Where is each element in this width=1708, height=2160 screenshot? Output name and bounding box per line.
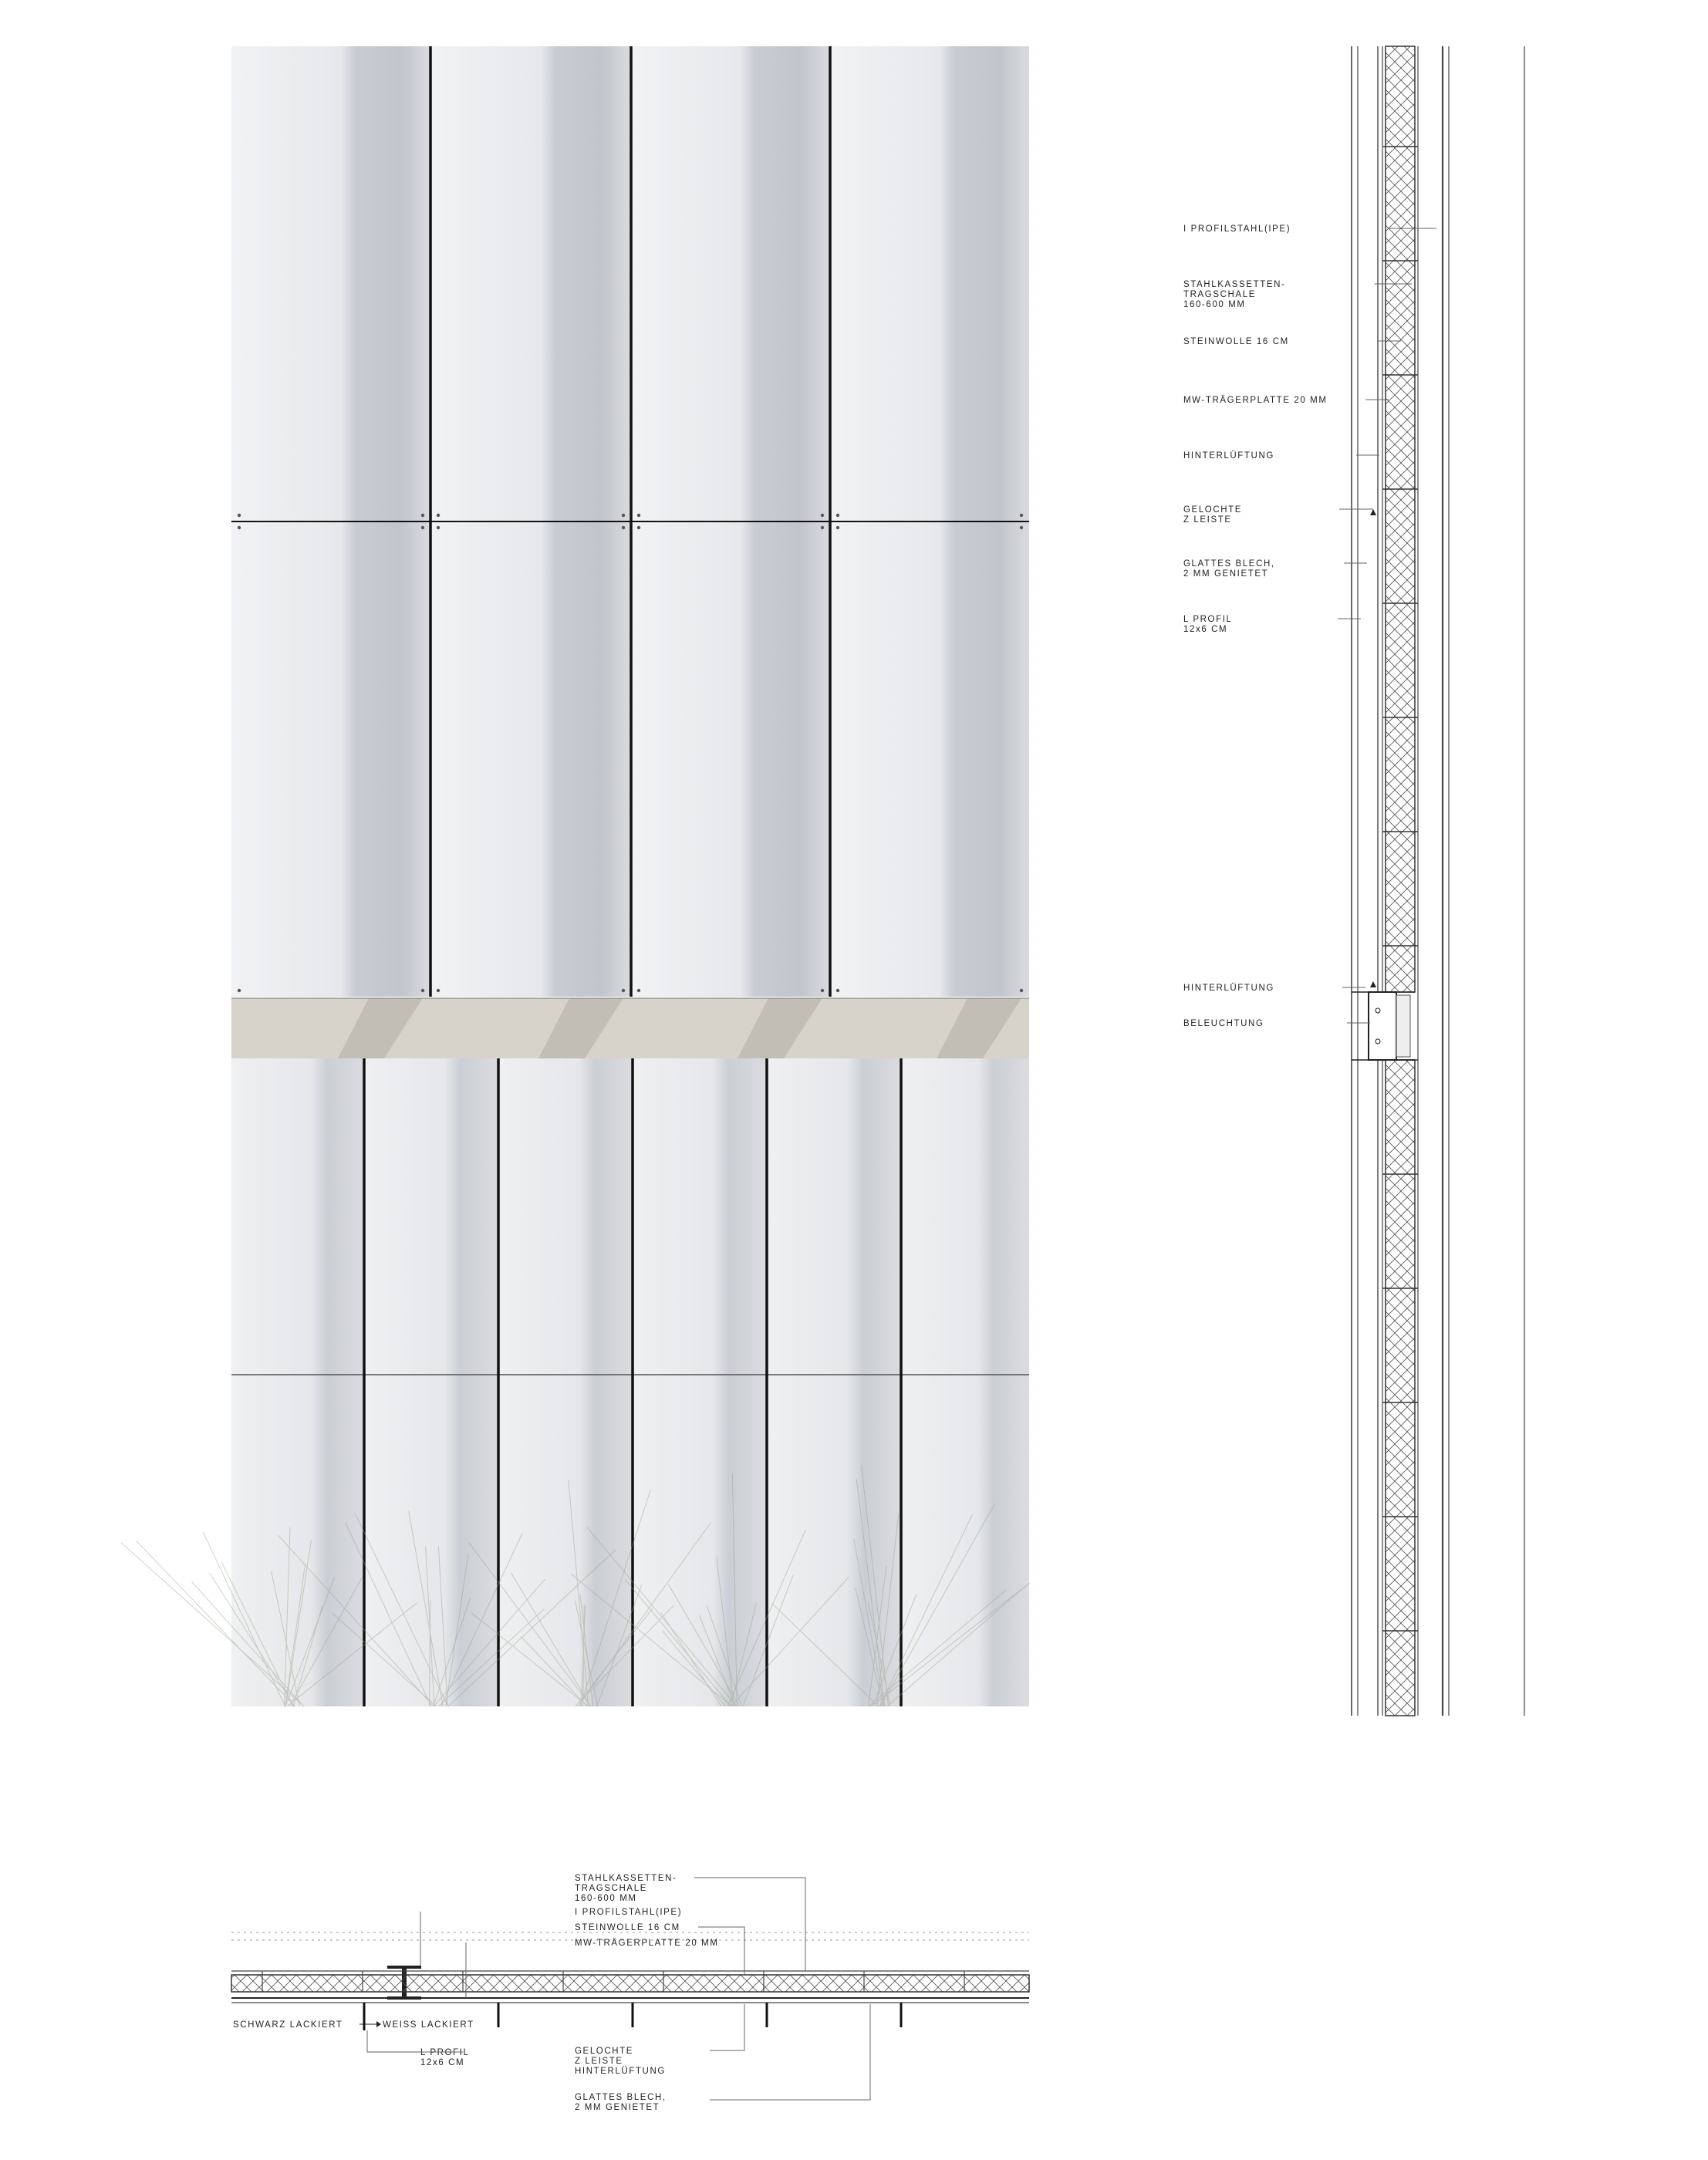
rivet <box>238 526 241 529</box>
horizontal-section-label <box>575 1874 677 1903</box>
arrow-mark <box>1370 509 1376 515</box>
rivet <box>637 526 640 529</box>
horizontal-section-label <box>575 2093 667 2112</box>
lower-panel-column <box>364 1058 498 1706</box>
rivet <box>637 514 640 517</box>
light-fixture <box>1396 995 1410 1057</box>
label-line: STEINWOLLE 16 CM <box>575 1923 680 1932</box>
rivet <box>821 989 824 992</box>
rivet <box>821 526 824 529</box>
label-line: BELEUCHTUNG <box>1183 1019 1264 1028</box>
lower-panel-column <box>633 1058 767 1706</box>
light-housing <box>1369 992 1396 1060</box>
label-line: GLATTES BLECH, <box>575 2093 667 2102</box>
rivet <box>821 514 824 517</box>
rivet <box>238 514 241 517</box>
insulation-upper <box>1386 46 1415 992</box>
label-line: STAHLKASSETTEN- <box>575 1874 677 1883</box>
label-line: L PROFIL <box>1183 615 1233 624</box>
rivet <box>421 989 424 992</box>
rivet <box>437 526 440 529</box>
horizontal-section-label <box>575 1939 719 1948</box>
label-line: 160-600 MM <box>575 1894 637 1903</box>
paint-arrowhead <box>376 2021 381 2027</box>
label-line: 2 MM GENIETET <box>1183 569 1269 579</box>
vertical-section-label <box>1183 615 1233 634</box>
vertical-section-label <box>1183 984 1274 993</box>
rivet <box>622 989 625 992</box>
vertical-section-label <box>1183 1019 1264 1028</box>
lower-panel-column <box>901 1058 1029 1706</box>
rivet <box>836 989 839 992</box>
label-line: Z LEISTE <box>575 2057 623 2066</box>
label-line: MW-TRÄGERPLATTE 20 MM <box>575 1939 719 1948</box>
rivet <box>1020 989 1023 992</box>
rivet <box>836 526 839 529</box>
label-line: STAHLKASSETTEN- <box>1183 280 1286 289</box>
vertical-section-label <box>1183 224 1291 234</box>
label-line: HINTERLÜFTUNG <box>1183 451 1274 461</box>
label-line: I PROFILSTAHL(IPE) <box>1183 224 1291 234</box>
label-line: HINTERLÜFTUNG <box>575 2067 666 2076</box>
ibeam-flange <box>387 1966 421 1969</box>
horizontal-wall-section <box>231 1874 1029 2112</box>
rivet <box>622 514 625 517</box>
label-line: STEINWOLLE 16 CM <box>1183 337 1289 346</box>
label-line: GELOCHTE <box>575 2047 634 2056</box>
lower-panel-zone <box>231 1058 1029 1706</box>
horizontal-section-label <box>420 2048 470 2067</box>
horizontal-section-label <box>575 2047 666 2076</box>
rivet <box>421 526 424 529</box>
vertical-wall-section <box>1183 46 1524 1716</box>
rivet <box>437 514 440 517</box>
vertical-section-label <box>1183 396 1328 405</box>
label-line: 12x6 CM <box>1183 625 1228 634</box>
rivet <box>238 989 241 992</box>
vertical-section-label <box>1183 280 1285 309</box>
leader-line <box>710 2004 870 2100</box>
label-line: HINTERLÜFTUNG <box>1183 984 1274 993</box>
rivet <box>437 989 440 992</box>
vertical-section-label <box>1183 559 1275 579</box>
horizontal-section-labels <box>233 1874 870 2112</box>
vertical-section-label <box>1183 505 1242 525</box>
rivet <box>421 514 424 517</box>
label-line: I PROFILSTAHL(IPE) <box>575 1908 683 1917</box>
rivet <box>622 526 625 529</box>
label-line: Z LEISTE <box>1183 515 1232 525</box>
label-line: 2 MM GENIETET <box>575 2103 660 2112</box>
horizontal-section-label <box>575 1923 680 1932</box>
horizontal-section-label <box>575 1908 682 1917</box>
insulation-lower <box>1386 1060 1415 1716</box>
label-line: TRAGSCHALE <box>1183 290 1256 299</box>
label-line: WEISS LACKIERT <box>383 2020 474 2030</box>
rivet <box>637 989 640 992</box>
label-line: MW-TRÄGERPLATTE 20 MM <box>1183 396 1328 405</box>
leader-line <box>698 1927 744 1975</box>
label-line: TRAGSCHALE <box>575 1884 647 1893</box>
facade-elevation <box>121 46 1029 1706</box>
upper-panel-zone <box>231 46 1029 997</box>
rivet <box>1020 526 1023 529</box>
rivet <box>1020 514 1023 517</box>
rivet <box>836 514 839 517</box>
horizontal-section-label <box>383 2020 474 2030</box>
vertical-section-layers <box>1352 46 1524 1716</box>
vertical-section-label <box>1183 451 1274 461</box>
label-line: 12x6 CM <box>420 2058 465 2067</box>
label-line: GELOCHTE <box>1183 505 1243 515</box>
lighting-band <box>231 998 1029 1058</box>
leader-line <box>694 1878 805 1971</box>
label-line: SCHWARZ LACKIERT <box>233 2020 343 2030</box>
horizontal-section-label <box>233 2020 343 2030</box>
leader-line <box>710 2004 744 2050</box>
vertical-section-label <box>1183 337 1289 346</box>
arrow-mark <box>1370 981 1376 987</box>
label-line: 160-600 MM <box>1183 300 1246 309</box>
insulation-band <box>231 1975 1029 1992</box>
label-line: L PROFIL <box>420 2048 470 2057</box>
label-line: GLATTES BLECH, <box>1183 559 1275 569</box>
